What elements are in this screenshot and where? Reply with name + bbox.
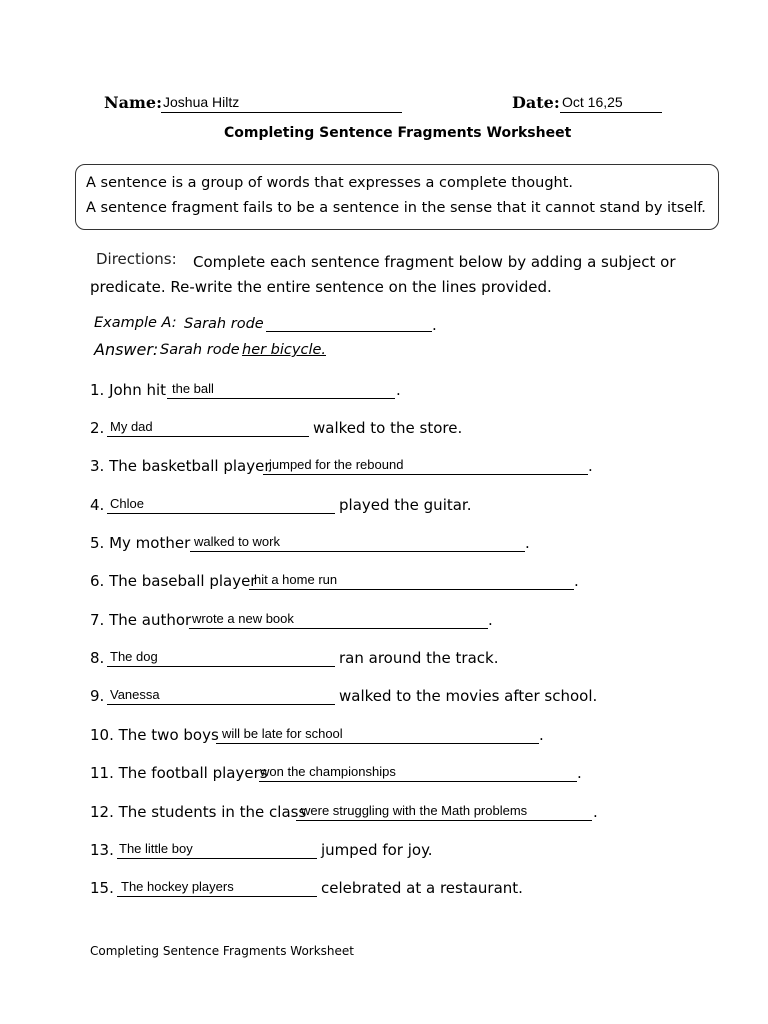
directions-text-2: predicate. Re-write the entire sentence on the lines provided. xyxy=(90,278,552,296)
item-answer[interactable]: The little boy xyxy=(119,841,193,856)
item-suffix: . xyxy=(593,803,598,821)
definition-line-2: A sentence fragment fails to be a sentence in the sense that it cannot stand by itself. xyxy=(86,200,706,216)
item-answer[interactable]: My dad xyxy=(110,419,153,434)
item-suffix: . xyxy=(525,534,530,552)
answer-blank-line xyxy=(249,589,574,590)
item-suffix: . xyxy=(577,764,582,782)
item-suffix: ran around the track. xyxy=(339,649,499,667)
item-prefix: 13. xyxy=(90,841,114,859)
item-prefix: 5. My mother xyxy=(90,534,191,552)
item-prefix: 3. The basketball player xyxy=(90,457,271,475)
directions-text-1: Complete each sentence fragment below by adding a subject or xyxy=(193,253,676,271)
item-prefix: 1. John hit xyxy=(90,381,167,399)
example-end: . xyxy=(432,316,437,334)
directions-label: Directions: xyxy=(96,250,177,268)
item-prefix: 8. xyxy=(90,649,105,667)
answer-blank-line xyxy=(107,436,309,437)
item-answer[interactable]: wrote a new book xyxy=(192,611,294,626)
item-answer[interactable]: The hockey players xyxy=(121,879,234,894)
item-prefix: 6. The baseball player xyxy=(90,572,257,590)
item-prefix: 11. The football players xyxy=(90,764,268,782)
item-suffix: celebrated at a restaurant. xyxy=(321,879,523,897)
answer-blank-line xyxy=(167,398,395,399)
example-text: Sarah rode xyxy=(184,316,264,332)
name-label: Name: xyxy=(104,93,163,112)
answer-completion: her bicycle. xyxy=(242,342,326,358)
answer-blank-line xyxy=(189,628,488,629)
item-prefix: 12. The students in the class xyxy=(90,803,307,821)
item-prefix: 15. xyxy=(90,879,114,897)
item-answer[interactable]: jumped for the rebound xyxy=(269,457,404,472)
item-prefix: 10. The two boys xyxy=(90,726,219,744)
worksheet-title: Completing Sentence Fragments Worksheet xyxy=(224,125,572,141)
answer-label: Answer: xyxy=(94,340,159,359)
example-label: Example A: xyxy=(94,315,177,331)
item-answer[interactable]: won the championships xyxy=(260,764,396,779)
name-value[interactable]: Joshua Hiltz xyxy=(163,94,240,110)
item-prefix: 4. xyxy=(90,496,105,514)
item-answer[interactable]: The dog xyxy=(110,649,158,664)
item-answer[interactable]: were struggling with the Math problems xyxy=(301,803,528,818)
item-answer[interactable]: the ball xyxy=(172,381,214,396)
date-value[interactable]: Oct 16,25 xyxy=(562,94,623,110)
definition-line-1: A sentence is a group of words that expresses a complete thought. xyxy=(86,175,574,191)
item-suffix: walked to the store. xyxy=(313,419,463,437)
answer-blank-line xyxy=(117,896,317,897)
item-prefix: 9. xyxy=(90,687,105,705)
answer-blank-line xyxy=(216,743,539,744)
answer-blank-line xyxy=(190,551,525,552)
definition-box xyxy=(75,164,719,230)
item-suffix: played the guitar. xyxy=(339,496,472,514)
answer-blank-line xyxy=(107,704,335,705)
example-blank xyxy=(266,331,432,332)
item-suffix: . xyxy=(396,381,401,399)
answer-blank-line xyxy=(259,781,577,782)
item-answer[interactable]: Chloe xyxy=(110,496,144,511)
item-suffix: . xyxy=(539,726,544,744)
answer-blank-line xyxy=(263,474,588,475)
item-suffix: walked to the movies after school. xyxy=(339,687,598,705)
item-answer[interactable]: will be late for school xyxy=(222,726,343,741)
answer-blank-line xyxy=(117,858,317,859)
footer-text: Completing Sentence Fragments Worksheet xyxy=(90,944,355,958)
item-answer[interactable]: walked to work xyxy=(194,534,280,549)
item-prefix: 2. xyxy=(90,419,105,437)
item-answer[interactable]: Vanessa xyxy=(110,687,160,702)
item-answer[interactable]: hit a home run xyxy=(254,572,338,587)
item-suffix: . xyxy=(574,572,579,590)
name-underline xyxy=(161,112,402,113)
answer-blank-line xyxy=(296,820,592,821)
item-suffix: . xyxy=(488,611,493,629)
date-label: Date: xyxy=(512,93,560,112)
answer-blank-line xyxy=(107,513,335,514)
date-underline xyxy=(560,112,662,113)
item-suffix: . xyxy=(588,457,593,475)
item-prefix: 7. The author xyxy=(90,611,192,629)
answer-blank-line xyxy=(107,666,335,667)
item-suffix: jumped for joy. xyxy=(321,841,433,859)
answer-text: Sarah rode xyxy=(160,342,240,358)
